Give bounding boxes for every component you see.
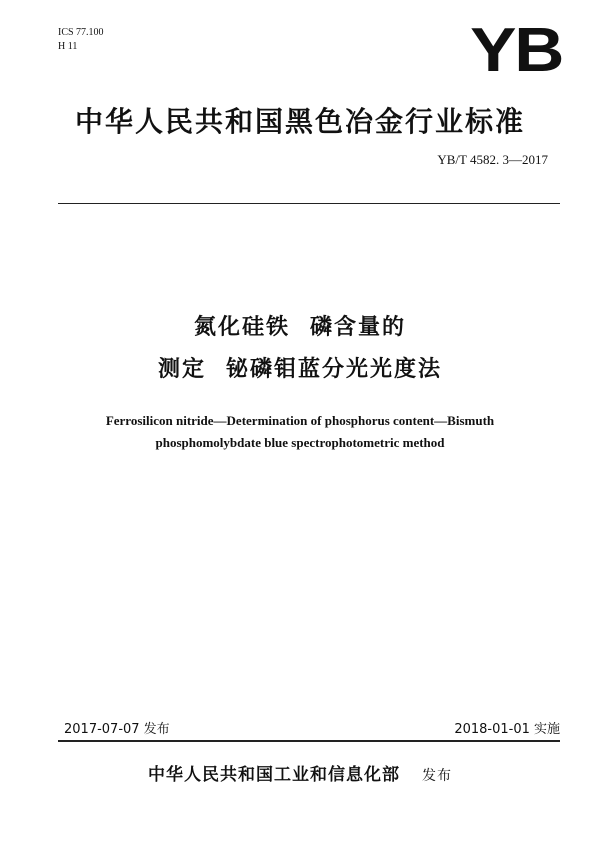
issuer-action: 发布 [422, 768, 452, 784]
standard-number: YB/T 4582. 3—2017 [437, 152, 548, 167]
cn-title-line-2 [0, 352, 600, 383]
cn-title-line-1-part-1: 氮化硅铁 [193, 315, 290, 340]
bottom-divider [58, 740, 560, 742]
ics-code: ICS 77.100 [58, 27, 104, 38]
issuer-line [0, 760, 600, 785]
classification-code: H 11 [58, 41, 78, 52]
top-divider [58, 203, 560, 204]
cn-title-line-2-part-1: 测定 [157, 357, 206, 382]
yb-logo: YB [470, 16, 562, 85]
cn-title-line-1-part-2: 磷含量的 [310, 315, 407, 340]
en-title-line-2: phosphomolybdate blue spectrophotometric method [155, 435, 445, 450]
implementation-date: 2018-01-01 实施 [454, 722, 560, 737]
standard-title: 中华人民共和国黑色冶金行业标准 [74, 105, 525, 138]
cn-title-line-2-part-2: 铋磷钼蓝分光光度法 [226, 357, 443, 382]
ics-block [58, 26, 104, 54]
issuer-name: 中华人民共和国工业和信息化部 [148, 765, 400, 785]
issue-date: 2017-07-07 发布 [64, 722, 170, 737]
en-title [0, 410, 600, 454]
en-title-line-1: Ferrosilicon nitride—Determination of phosphorus content—Bismuth [105, 413, 495, 428]
cn-title-line-1 [0, 310, 600, 341]
